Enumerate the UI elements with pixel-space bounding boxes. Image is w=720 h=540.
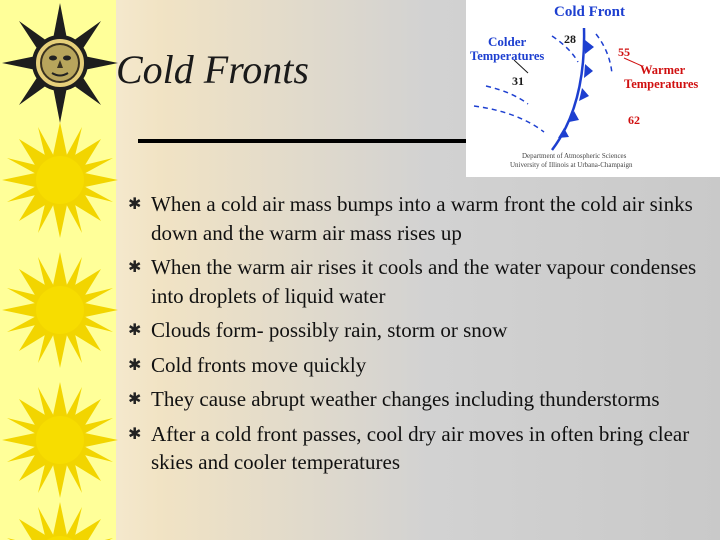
temp-28: 28 bbox=[564, 32, 576, 46]
isotherm-line bbox=[474, 106, 544, 132]
bullet-item bbox=[128, 190, 708, 247]
isotherm-line bbox=[486, 86, 528, 104]
colder-label-line2: Temperatures bbox=[470, 49, 545, 63]
bullet-text: After a cold front passes, cool dry air moves in often bring clear skies and cooler temperatures bbox=[151, 421, 690, 474]
cold-front-line bbox=[552, 28, 584, 150]
temp-62: 62 bbox=[628, 113, 640, 127]
bullet-marker-icon: ✱ bbox=[128, 354, 142, 374]
bullet-marker-icon: ✱ bbox=[128, 320, 142, 339]
sun-face-icon bbox=[2, 2, 118, 124]
bullet-text: When a cold air mass bumps into a warm front the cold air sinks down and the warm air mass rises up bbox=[151, 192, 693, 245]
bullet-list bbox=[128, 190, 708, 483]
bullet-marker-icon: ✱ bbox=[128, 257, 142, 276]
bullet-item bbox=[128, 420, 708, 477]
cold-front-diagram bbox=[466, 0, 720, 177]
slide-title: Cold Fronts bbox=[116, 47, 309, 92]
bullet-text: When the warm air rises it cools and the water vapour condenses into droplets of liquid water bbox=[151, 255, 697, 308]
bullet-marker-icon: ✱ bbox=[128, 194, 142, 213]
credit-line1: Department of Atmospheric Sciences bbox=[522, 152, 627, 160]
warmer-label-line1: Warmer bbox=[640, 63, 686, 77]
credit-line2: University of Illinois at Urbana-Champaign bbox=[510, 161, 633, 169]
bullet-text: Cold fronts move quickly bbox=[151, 352, 367, 377]
bullet-marker-icon: ✱ bbox=[128, 423, 142, 443]
sun-burst-column-icon bbox=[2, 120, 118, 540]
warmer-label-line2: Temperatures bbox=[624, 77, 699, 91]
temp-55: 55 bbox=[618, 45, 630, 59]
isotherm-line bbox=[596, 34, 612, 74]
bullet-item bbox=[128, 253, 708, 310]
bullet-item bbox=[128, 351, 708, 380]
bullet-text: They cause abrupt weather changes including thunderstorms bbox=[151, 387, 660, 411]
colder-label-line1: Colder bbox=[488, 34, 527, 49]
bullet-item bbox=[128, 385, 708, 414]
bullet-marker-icon: ✱ bbox=[128, 389, 142, 408]
bullet-text: Clouds form- possibly rain, storm or snow bbox=[151, 318, 508, 342]
temp-31: 31 bbox=[512, 74, 524, 88]
cold-front-triangles bbox=[558, 40, 594, 138]
bullet-item bbox=[128, 316, 708, 345]
diagram-title: Cold Front bbox=[554, 4, 625, 20]
